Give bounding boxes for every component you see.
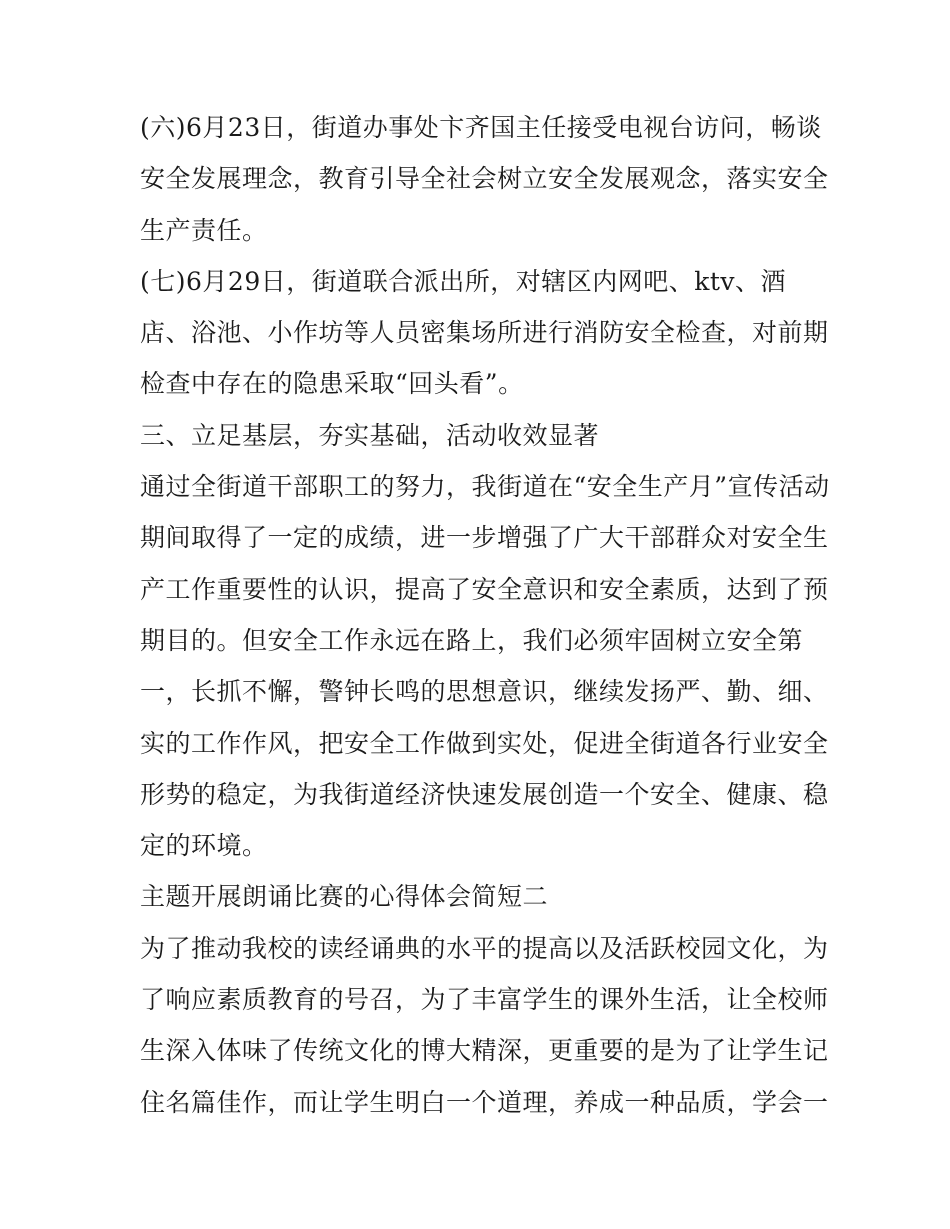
text-line: 定的环境。 — [140, 831, 268, 861]
text-line: 住名篇佳作，而让学生明白一个道理，养成一种品质，学会一 — [140, 1087, 829, 1117]
text-line: (六)6月23日，街道办事处卞齐国主任接受电视台访问，畅谈 — [140, 113, 822, 142]
text-line: 形势的稳定，为我街道经济快速发展创造一个安全、健康、稳 — [140, 779, 829, 809]
text-line: 通过全街道干部职工的努力，我街道在“安全生产月”宣传活动 — [140, 472, 830, 502]
text-line: 期目的。但安全工作永远在路上，我们必须牢固树立安全第 — [140, 625, 804, 655]
text-line: 了响应素质教育的号召，为了丰富学生的课外生活，让全校师 — [140, 985, 829, 1015]
section-heading: 主题开展朗诵比赛的心得体会简短二 — [140, 882, 549, 912]
text-line: 检查中存在的隐患采取“回头看”。 — [140, 369, 524, 399]
text-line: 生产责任。 — [140, 215, 268, 245]
text-line: 为了推动我校的读经诵典的水平的提高以及活跃校园文化，为 — [140, 933, 829, 963]
text-line: 生深入体味了传统文化的博大精深，更重要的是为了让学生记 — [140, 1036, 829, 1066]
text-line: 一，长抓不懈，警钟长鸣的思想意识，继续发扬严、勤、细、 — [140, 677, 829, 707]
text-line: (七)6月29日，街道联合派出所，对辖区内网吧、ktv、酒 — [140, 266, 787, 296]
document-body — [140, 102, 830, 1128]
text-line: 实的工作作风，把安全工作做到实处，促进全街道各行业安全 — [140, 728, 829, 758]
text-line: 产工作重要性的认识，提高了安全意识和安全素质，达到了预 — [140, 574, 829, 604]
text-line: 期间取得了一定的成绩，进一步增强了广大干部群众对安全生 — [140, 523, 829, 553]
section-heading: 三、立足基层，夯实基础，活动收效显著 — [140, 420, 600, 450]
text-line: 店、浴池、小作坊等人员密集场所进行消防安全检查，对前期 — [140, 318, 829, 348]
text-line: 安全发展理念，教育引导全社会树立安全发展观念，落实安全 — [140, 164, 829, 194]
